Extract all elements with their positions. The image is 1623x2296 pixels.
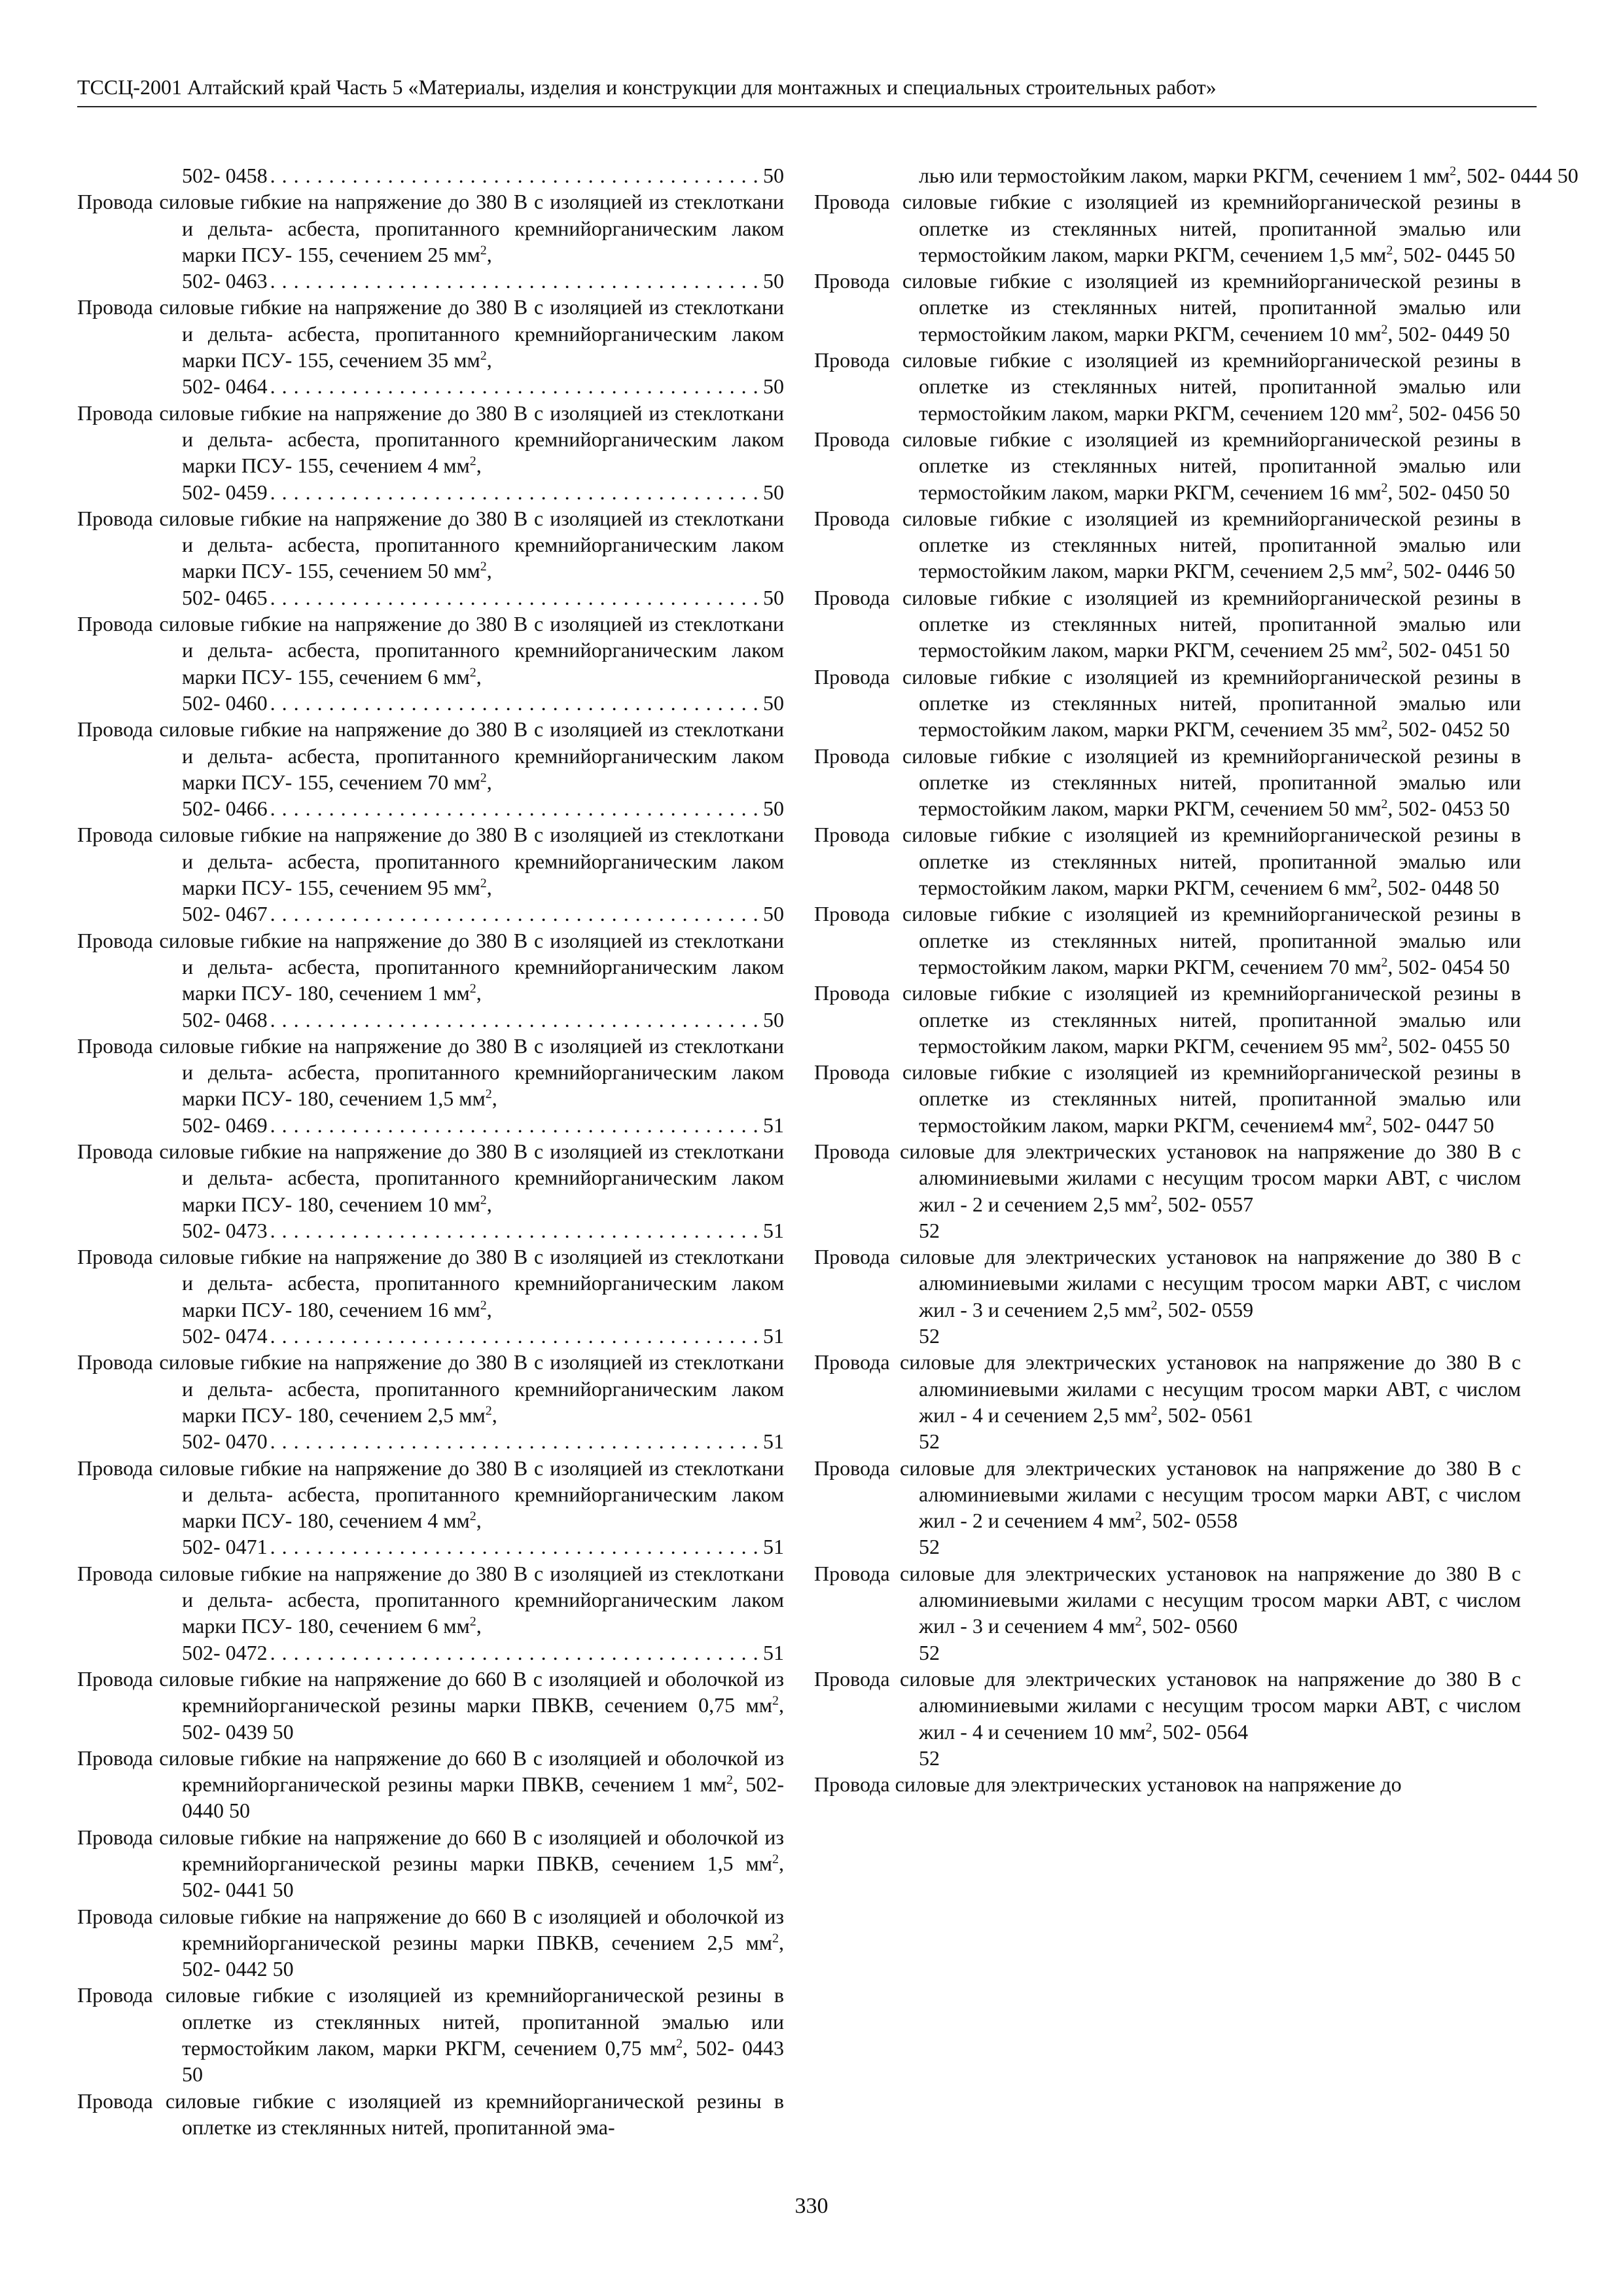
entry-page: 50 [1489, 717, 1510, 742]
dot-leader [270, 690, 760, 716]
index-entry-text: Провода силовые гибкие на напряжение до 380 В с изоляцией из стеклоткани и дельта- асбеста, пропитанного кремнийорганическим лаком марки ПСУ- 180, сечением 1 $мм^2$, [77, 928, 784, 1005]
entry-text: Провода силовые гибкие с изоляцией из кремнийорганической резины в оплетке из стеклянных нитей, пропитанной эмалью или термостойким лаком, марки РКГМ, сечением 35 мм [814, 664, 1521, 742]
entry-code: 502- 0467 [182, 902, 268, 926]
entry-text: Провода силовые гибкие с изоляцией из кремнийорганической резины в оплетке из стеклянных нитей, пропитанной эмалью или термостойким лаком, марки РКГМ, сечением 50 мм [814, 744, 1521, 821]
entry-code: , 502- 0453 [1387, 797, 1484, 821]
entry-code: 502- 0473 [182, 1218, 268, 1242]
dot-leader [270, 1112, 760, 1138]
entry-page: 50 [763, 480, 784, 504]
entry-page: 50 [763, 269, 784, 293]
index-entry [814, 505, 1521, 584]
entry-text: Провода силовые гибкие на напряжение до 660 В с изоляцией и оболочкой из кремнийорганической резины марки ПВКВ, сечением 2,5 мм [77, 1904, 784, 1954]
superscript: 2 [1381, 955, 1388, 970]
dot-leader [270, 1640, 760, 1666]
superscript: 2 [469, 454, 476, 469]
dot-leader [270, 268, 760, 294]
superscript: 2 [1381, 797, 1388, 812]
entry-code: , 502- 0442 [182, 1930, 784, 1981]
entry-code: , 502- 0452 [1387, 717, 1484, 742]
superscript: 2 [480, 559, 487, 574]
entry-page: 50 [272, 1957, 294, 1981]
superscript: 2 [676, 2036, 683, 2051]
dot-leader [270, 1217, 760, 1244]
entry-page: 50 [1478, 876, 1500, 900]
entry-page: 51 [763, 1218, 784, 1242]
entry-code: 502- 0464 [182, 374, 268, 399]
entry-page: 52 [919, 1429, 940, 1454]
index-entry-text: Провода силовые гибкие на напряжение до 380 В с изоляцией из стеклоткани и дельта- асбеста, пропитанного кремнийорганическим лаком марки ПСУ- 180, сечением 1,5 $мм^2$, [77, 1033, 784, 1111]
index-entry-text: Провода силовые гибкие на напряжение до 380 В с изоляцией из стеклоткани и дельта- асбеста, пропитанного кремнийорганическим лаком марки ПСУ- 155, сечением 70 $мм^2$, [77, 717, 784, 794]
superscript: 2 [469, 981, 476, 996]
index-entry-leader [77, 268, 784, 294]
index-entry-text: Провода силовые гибкие на напряжение до 380 В с изоляцией из стеклоткани и дельта- асбеста, пропитанного кремнийорганическим лаком марки ПСУ- 180, сечением 16 $мм^2$, [77, 1245, 784, 1321]
entry-text: Провода силовые для электрических установок на напряжение до 380 В с алюминиевыми жилами с несущим тросом марки АВТ, с числом жил - 4 и сечением 10 мм [814, 1666, 1521, 1744]
index-entry [77, 1138, 784, 1244]
index-entry [77, 294, 784, 399]
index-entry [77, 1824, 784, 1903]
entry-code: 502- 0459 [182, 480, 268, 504]
entry-code: , 502- 0557 [1157, 1192, 1254, 1216]
superscript: 2 [480, 770, 487, 785]
index-entry-leader [77, 1112, 784, 1138]
entry-page: 50 [1489, 954, 1510, 978]
entry-text: Провода силовые гибкие на напряжение до 380 В с изоляцией из стеклоткани и дельта- асбеста, пропитанного кремнийорганическим лаком марки ПСУ- 155, сечением 35 мм [77, 295, 784, 372]
entry-page: 50 [272, 1878, 294, 1902]
index-entry [77, 1903, 784, 1982]
entry-code: , 502- 0449 [1387, 321, 1484, 346]
index-entry [814, 188, 1521, 268]
rkgm-entries [814, 188, 1521, 1138]
entry-text: Провода силовые гибкие на напряжение до 660 В с изоляцией и оболочкой из кремнийорганической резины марки ПВКВ, сечением 1 мм [77, 1746, 784, 1797]
entry-code: , 502- 0564 [1152, 1719, 1249, 1744]
index-entry [77, 716, 784, 821]
entry-page: 51 [763, 1429, 784, 1454]
pvkv-entries [77, 1666, 784, 2088]
index-entry [77, 1244, 784, 1349]
index-entry-leader [77, 479, 784, 505]
entry-page: 51 [763, 1113, 784, 1137]
entry-text: Провода силовые гибкие на напряжение до 660 В с изоляцией и оболочкой из кремнийорганической резины марки ПВКВ, сечением 1,5 мм [77, 1825, 784, 1875]
entry-page: 50 [229, 1799, 250, 1823]
superscript: 2 [1145, 1719, 1152, 1734]
index-entry [77, 1455, 784, 1560]
entry-page: 52 [919, 1640, 940, 1664]
index-entry-leader [77, 373, 784, 399]
entry-page: 50 [272, 1719, 294, 1744]
dot-leader [270, 1428, 760, 1454]
entry-text: Провода силовые гибкие с изоляцией из кремнийорганической резины в оплетке из стеклянных нитей, пропитанной эмалью или термостойким лаком, марки РКГМ, сечением 10 мм [814, 269, 1521, 346]
index-entry-leader [77, 1534, 784, 1560]
entry-text: Провода силовые гибкие с изоляцией из кремнийорганической резины в оплетке из стеклянных нитей, пропитанной эмалью или термостойким лаком, марки РКГМ, сечением 0,75 мм [77, 1983, 784, 2060]
entry-text: Провода силовые гибкие на напряжение до 380 В с изоляцией из стеклоткани и дельта- асбеста, пропитанного кремнийорганическим лаком марки ПСУ- 155, сечением 25 мм [77, 190, 784, 266]
index-entry-leader [77, 584, 784, 611]
superscript: 2 [1391, 401, 1399, 416]
entry-page: 50 [182, 2062, 203, 2087]
index-entry [77, 1745, 784, 1824]
index-entry-text: Провода силовые гибкие на напряжение до 380 В с изоляцией из стеклоткани и дельта- асбеста, пропитанного кремнийорганическим лаком марки ПСУ- 180, сечением 10 $мм^2$, [77, 1139, 784, 1216]
superscript: 2 [480, 348, 487, 363]
entry-page: 50 [763, 797, 784, 821]
entry-code: 502- 0469 [182, 1113, 268, 1137]
entry-code: , 502- 0559 [1157, 1297, 1254, 1321]
page-number: 330 [794, 2194, 829, 2218]
index-entry [814, 1059, 1521, 1138]
entry-code: , 502- 0560 [1141, 1614, 1238, 1638]
index-entry-partial: Провода силовые для электрических установок на напряжение до [814, 1772, 1402, 1797]
superscript: 2 [480, 1298, 487, 1313]
index-entry [77, 611, 784, 716]
entry-code: 502- 0470 [182, 1429, 268, 1454]
entry-text: Провода силовые гибкие на напряжение до 380 В с изоляцией из стеклоткани и дельта- асбеста, пропитанного кремнийорганическим лаком марки ПСУ- 180, сечением 1 мм [77, 928, 784, 1005]
index-entry [814, 426, 1521, 505]
entry-page: 52 [919, 1746, 940, 1770]
entry-text: Провода силовые гибкие с изоляцией из кремнийорганической резины в оплетке из стеклянных нитей, пропитанной эмалью или термостойким лаком, марки РКГМ, сечением 25 мм [814, 585, 1521, 662]
entry-page: 52 [919, 1218, 940, 1242]
index-entry [814, 743, 1521, 822]
header-rule [77, 106, 1537, 107]
entry-text: Провода силовые для электрических установок на напряжение до 380 В с алюминиевыми жилами с несущим тросом марки АВТ, с числом жил - 2 и сечением 4 мм [814, 1456, 1521, 1533]
index-entry [814, 1349, 1521, 1428]
psu-entries [77, 188, 784, 1666]
index-entry [77, 188, 784, 294]
superscript: 2 [480, 1192, 487, 1207]
index-entry [77, 1982, 784, 2087]
superscript: 2 [480, 876, 487, 891]
entry-code: , 502- 0558 [1141, 1509, 1238, 1533]
entry-text: Провода силовые для электрических установок на напряжение до 380 В с алюминиевыми жилами с несущим тросом марки АВТ, с числом жил - 3 и сечением 4 мм [814, 1561, 1521, 1638]
superscript: 2 [1150, 1298, 1158, 1313]
superscript: 2 [726, 1772, 733, 1787]
entry-page: 50 [763, 902, 784, 926]
entry-text: Провода силовые гибкие с изоляцией из кремнийорганической резины в оплетке из стеклянных нитей, пропитанной эмалью или термостойким лаком, марки РКГМ, сечением 6 мм [814, 823, 1521, 900]
entry-page: 51 [763, 1324, 784, 1348]
superscript: 2 [480, 243, 487, 258]
running-header: ТССЦ-2001 Алтайский край Часть 5 «Материалы, изделия и конструкции для монтажных и специальных строительных работ» [77, 75, 1217, 99]
entry-text: Провода силовые гибкие на напряжение до 380 В с изоляцией из стеклоткани и дельта- асбеста, пропитанного кремнийорганическим лаком марки ПСУ- 155, сечением 50 мм [77, 506, 784, 583]
index-entry-text: Провода силовые гибкие на напряжение до 380 В с изоляцией из стеклоткани и дельта- асбеста, пропитанного кремнийорганическим лаком марки ПСУ- 180, сечением 6 $мм^2$, [77, 1561, 784, 1638]
entry-code: , 502- 0441 [182, 1852, 784, 1902]
index-entry [814, 1244, 1521, 1323]
superscript: 2 [1150, 1403, 1158, 1418]
superscript: 2 [1365, 1113, 1372, 1128]
entry-code: 502- 0466 [182, 797, 268, 821]
superscript: 2 [772, 1693, 779, 1708]
entry-code: 502- 0472 [182, 1640, 268, 1664]
entry-code: , 502- 0439 [182, 1693, 784, 1744]
dot-leader [270, 1323, 760, 1349]
dot-leader [270, 1534, 760, 1560]
entry-page: 50 [1494, 559, 1516, 583]
index-entry [814, 821, 1521, 901]
entry-text: Провода силовые для электрических установок на напряжение до 380 В с алюминиевыми жилами с несущим тросом марки АВТ, с числом жил - 4 и сечением 2,5 мм [814, 1350, 1521, 1427]
index-entry [77, 1560, 784, 1666]
entry-code: 502- 0471 [182, 1535, 268, 1559]
index-entry [77, 1349, 784, 1454]
dot-leader [270, 1007, 760, 1033]
entry-page: 50 [1489, 480, 1510, 504]
entry-page: 50 [1494, 242, 1516, 266]
entry-text: Провода силовые гибкие с изоляцией из кремнийорганической резины в оплетке из стеклянных нитей, пропитанной эмалью или термостойким лаком, марки РКГМ, сечением 16 мм [814, 427, 1521, 504]
entry-code: 502- 0468 [182, 1007, 268, 1031]
entry-text: Провода силовые гибкие с изоляцией из кремнийорганической резины в оплетке из стеклянных нитей, пропитанной эмалью или термостойким лаком, марки РКГМ, сечением 120 мм [814, 348, 1521, 425]
entry-text: Провода силовые для электрических установок на напряжение до 380 В с алюминиевыми жилами с несущим тросом марки АВТ, с числом жил - 2 и сечением 2,5 мм [814, 1139, 1521, 1216]
entry-page: 50 [1489, 797, 1510, 821]
index-entry-text: Провода силовые гибкие на напряжение до 380 В с изоляцией из стеклоткани и дельта- асбеста, пропитанного кремнийорганическим лаком марки ПСУ- 180, сечением 2,5 $мм^2$, [77, 1350, 784, 1427]
entry-text: Провода силовые гибкие с изоляцией из кремнийорганической резины в оплетке из стеклянных нитей, пропитанной эмалью или термостойким лаком, марки РКГМ, сечением 2,5 мм [814, 506, 1521, 583]
entry-page: 50 [1499, 401, 1521, 425]
index-entry-leader [77, 690, 784, 716]
entry-code: , 502- 0456 [1398, 401, 1495, 425]
index-entry [814, 1560, 1521, 1640]
superscript: 2 [1381, 322, 1388, 337]
entry-page: 51 [763, 1640, 784, 1664]
index-entry-text: Провода силовые гибкие на напряжение до 380 В с изоляцией из стеклоткани и дельта- асбеста, пропитанного кремнийорганическим лаком марки ПСУ- 155, сечением 95 $мм^2$, [77, 823, 784, 900]
entry-code: , 502- 0443 [683, 2036, 785, 2060]
superscript: 2 [469, 1614, 476, 1629]
dot-leader [270, 373, 760, 399]
superscript: 2 [1386, 559, 1393, 574]
entry-code: 502- 0463 [182, 269, 268, 293]
avt-entries [814, 1138, 1521, 1771]
entry-page: 52 [919, 1535, 940, 1559]
entry-text: Провода силовые гибкие с изоляцией из кремнийорганической резины в оплетке из стеклянных нитей, пропитанной эмалью или термостойким лаком, марки РКГМ, сечением 1,5 мм [814, 190, 1521, 266]
entry-text: Провода силовые гибкие на напряжение до 380 В с изоляцией из стеклоткани и дельта- асбеста, пропитанного кремнийорганическим лаком марки ПСУ- 155, сечением 95 мм [77, 823, 784, 900]
index-entry-leader [77, 1640, 784, 1666]
superscript: 2 [1135, 1509, 1142, 1524]
entry-text: Провода силовые гибкие с изоляцией из кремнийорганической резины в оплетке из стеклянных нитей, пропитанной эмалью или термостойким лаком, марки РКГМ, сечением 95 мм [814, 981, 1521, 1058]
entry-code: 502- 0465 [182, 585, 268, 609]
entry-page: 50 [1489, 638, 1510, 662]
superscript: 2 [1135, 1614, 1142, 1629]
entry-code: , 502- 0440 [182, 1772, 784, 1823]
entry-page: 50 [1473, 1113, 1495, 1137]
entry-page: 52 [919, 1324, 940, 1348]
entry-code: 502- 0460 [182, 691, 268, 715]
superscript: 2 [1381, 480, 1388, 495]
entry-text: Провода силовые гибкие на напряжение до 380 В с изоляцией из стеклоткани и дельта- асбеста, пропитанного кремнийорганическим лаком марки ПСУ- 180, сечением 6 мм [77, 1561, 784, 1638]
index-entry [814, 584, 1521, 664]
dot-leader [270, 795, 760, 821]
entry-text: Провода силовые гибкие на напряжение до 380 В с изоляцией из стеклоткани и дельта- асбеста, пропитанного кремнийорганическим лаком марки ПСУ- 180, сечением 10 мм [77, 1139, 784, 1216]
entry-page: 50 [763, 374, 784, 399]
entry-code: 502- 0474 [182, 1324, 268, 1348]
index-entry [77, 1033, 784, 1138]
index-entry [77, 400, 784, 505]
index-entry [814, 268, 1521, 347]
index-entry-text: Провода силовые гибкие на напряжение до 380 В с изоляцией из стеклоткани и дельта- асбеста, пропитанного кремнийорганическим лаком марки ПСУ- 155, сечением 6 $мм^2$, [77, 612, 784, 689]
index-entry [814, 901, 1521, 980]
entry-code: , 502- 0455 [1387, 1033, 1484, 1058]
superscript: 2 [1381, 638, 1388, 653]
index-entry-partial: Провода силовые гибкие с изоляцией из кремнийорганической резины в оплетке из стеклянных нитей, пропитанной эма- [77, 2089, 784, 2139]
index-entry-continuation: лью или термостойким лаком, марки РКГМ, сечением 1 $мм^2$, 502- 0444 50 [919, 164, 1578, 187]
index-entry-leader [77, 795, 784, 821]
index-entry [814, 1138, 1521, 1217]
superscript: 2 [772, 1931, 779, 1946]
index-entry-leader [77, 1007, 784, 1033]
entry-text: Провода силовые гибкие с изоляцией из кремнийорганической резины в оплетке из стеклянных нитей, пропитанной эмалью или термостойким лаком, марки РКГМ, сечением4 мм [814, 1060, 1521, 1137]
dot-leader [270, 584, 760, 611]
superscript: 2 [485, 1086, 492, 1102]
index-entry [814, 980, 1521, 1059]
entry-page: 50 [1489, 1033, 1510, 1058]
superscript: 2 [1381, 1034, 1388, 1049]
index-entry [77, 927, 784, 1033]
index-column-left [77, 162, 784, 2140]
index-entry [77, 1666, 784, 1745]
entry-text: Провода силовые гибкие на напряжение до 380 В с изоляцией из стеклоткани и дельта- асбеста, пропитанного кремнийорганическим лаком марки ПСУ- 180, сечением 16 мм [77, 1245, 784, 1321]
entry-text: Провода силовые гибкие с изоляцией из кремнийорганической резины в оплетке из стеклянных нитей, пропитанной эмалью или термостойким лаком, марки РКГМ, сечением 70 мм [814, 902, 1521, 978]
entry-text: Провода силовые гибкие на напряжение до 380 В с изоляцией из стеклоткани и дельта- асбеста, пропитанного кремнийорганическим лаком марки ПСУ- 155, сечением 6 мм [77, 612, 784, 689]
entry-text: Провода силовые гибкие на напряжение до 380 В с изоляцией из стеклоткани и дельта- асбеста, пропитанного кремнийорганическим лаком марки ПСУ- 180, сечением 4 мм [77, 1456, 784, 1533]
entry-text: Провода силовые гибкие на напряжение до 380 В с изоляцией из стеклоткани и дельта- асбеста, пропитанного кремнийорганическим лаком марки ПСУ- 155, сечением 4 мм [77, 401, 784, 478]
entry-code: , 502- 0454 [1387, 954, 1484, 978]
index-entry [814, 664, 1521, 743]
entry-code: , 502- 0446 [1393, 559, 1489, 583]
index-entry-continuation: 502- 0458 . . . 50 [77, 162, 784, 188]
entry-text: Провода силовые гибкие на напряжение до 660 В с изоляцией и оболочкой из кремнийорганической резины марки ПВКВ, сечением 0,75 мм [77, 1666, 784, 1717]
index-entry [77, 505, 784, 611]
index-entry-text: Провода силовые гибкие на напряжение до 380 В с изоляцией из стеклоткани и дельта- асбеста, пропитанного кремнийорганическим лаком марки ПСУ- 155, сечением 35 $мм^2$, [77, 295, 784, 372]
entry-code: , 502- 0448 [1377, 876, 1474, 900]
index-entry-leader [77, 1428, 784, 1454]
index-entry-leader [77, 1217, 784, 1244]
index-entry-leader [77, 1323, 784, 1349]
superscript: 2 [1370, 876, 1378, 891]
superscript: 2 [1381, 717, 1388, 732]
entry-page: 50 [1489, 321, 1510, 346]
entry-code: , 502- 0561 [1157, 1403, 1254, 1427]
superscript: 2 [1386, 243, 1393, 258]
entry-page: 50 [763, 1007, 784, 1031]
entry-text: Провода силовые для электрических установок на напряжение до 380 В с алюминиевыми жилами с несущим тросом марки АВТ, с числом жил - 3 и сечением 2,5 мм [814, 1245, 1521, 1321]
index-entry-text: Провода силовые гибкие на напряжение до 380 В с изоляцией из стеклоткани и дельта- асбеста, пропитанного кремнийорганическим лаком марки ПСУ- 155, сечением 50 $мм^2$, [77, 506, 784, 583]
superscript: 2 [1150, 1192, 1158, 1207]
index-column-right [814, 162, 1578, 1797]
dot-leader [270, 901, 760, 927]
superscript: 2 [469, 664, 476, 679]
entry-text: Провода силовые гибкие на напряжение до 380 В с изоляцией из стеклоткани и дельта- асбеста, пропитанного кремнийорганическим лаком марки ПСУ- 180, сечением 1,5 мм [77, 1033, 784, 1111]
index-entry [814, 1455, 1521, 1534]
index-entry [77, 821, 784, 927]
superscript: 2 [485, 1403, 492, 1418]
index-entry-text: Провода силовые гибкие на напряжение до 380 В с изоляцией из стеклоткани и дельта- асбеста, пропитанного кремнийорганическим лаком марки ПСУ- 155, сечением 25 $мм^2$, [77, 190, 784, 266]
entry-code: , 502- 0451 [1387, 638, 1484, 662]
entry-page: 51 [763, 1535, 784, 1559]
dot-leader [270, 479, 760, 505]
entry-code: , 502- 0445 [1393, 242, 1489, 266]
index-entry [814, 1666, 1521, 1745]
superscript: 2 [772, 1852, 779, 1867]
entry-code: , 502- 0450 [1387, 480, 1484, 504]
index-entry [814, 347, 1521, 426]
entry-text: Провода силовые гибкие на напряжение до 380 В с изоляцией из стеклоткани и дельта- асбеста, пропитанного кремнийорганическим лаком марки ПСУ- 180, сечением 2,5 мм [77, 1350, 784, 1427]
index-entry-text: Провода силовые гибкие на напряжение до 380 В с изоляцией из стеклоткани и дельта- асбеста, пропитанного кремнийорганическим лаком марки ПСУ- 155, сечением 4 $мм^2$, [77, 401, 784, 478]
entry-page: 50 [763, 585, 784, 609]
index-entry-text: Провода силовые гибкие на напряжение до 380 В с изоляцией из стеклоткани и дельта- асбеста, пропитанного кремнийорганическим лаком марки ПСУ- 180, сечением 4 $мм^2$, [77, 1456, 784, 1533]
superscript: 2 [469, 1509, 476, 1524]
entry-page: 50 [763, 691, 784, 715]
entry-text: Провода силовые гибкие на напряжение до 380 В с изоляцией из стеклоткани и дельта- асбеста, пропитанного кремнийорганическим лаком марки ПСУ- 155, сечением 70 мм [77, 717, 784, 794]
entry-code: , 502- 0447 [1372, 1113, 1469, 1137]
index-entry-leader [77, 901, 784, 927]
